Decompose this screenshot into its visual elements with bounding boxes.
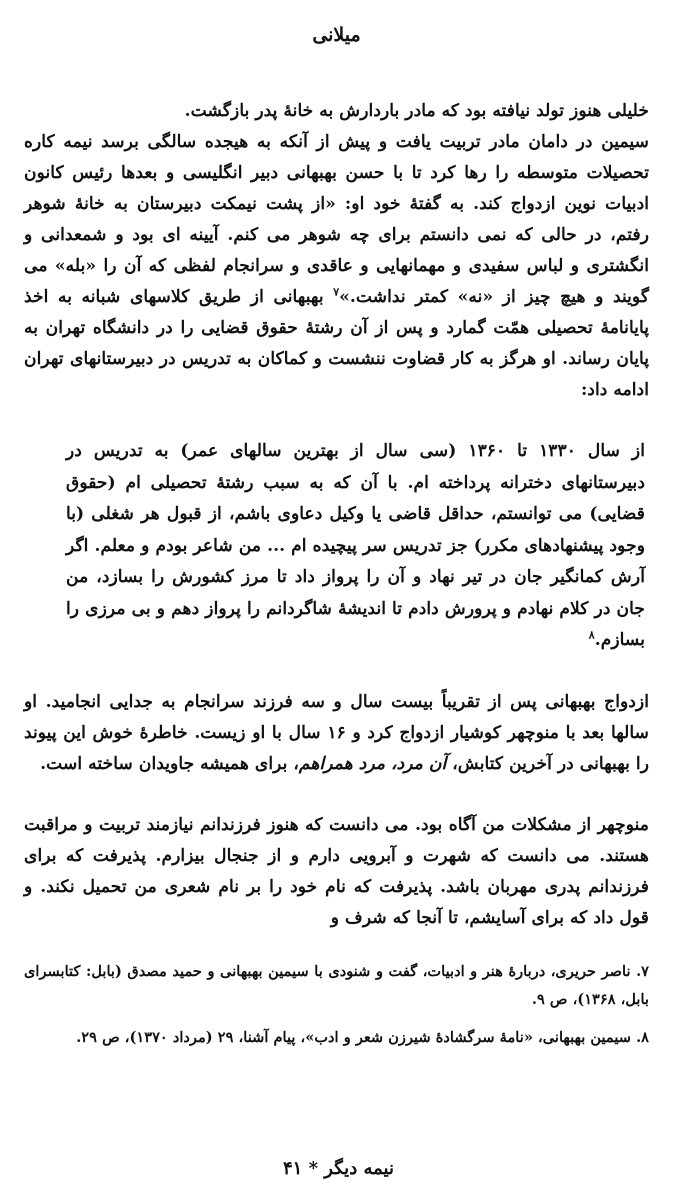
block-quote xyxy=(66,436,645,657)
block-quote-text: از سال ۱۳۳۰ تا ۱۳۶۰ (سی سال از بهترین سالهای عمر) به تدریس در دبیرستانهای دخترانه پرداخته ام. با آن که به سبب رشتهٔ تحصیلی ام (حقوق قضایی) می توانستم، حداقل قاضی یا وکیل دعاوی باشم، از قبول هر شغلی (با وجود پیشنهادهای مکرر) جز تدریس سر پیچیده ام ... من شاعر بودم و معلم. اگر آرش کمانگیر جان در تیر نهاد و آن را پرواز داد تا مرز کشورش را بسازد، من جان در کلام نهادم و پرورش دادم تا اندیشهٔ شاگردانم را پرواز دهم و بی مرزی را بسازم. xyxy=(66,441,645,650)
footnote-8: ۸. سیمین بهبهانی، «نامهٔ سرگشادهٔ شیرزن شعر و ادب»، پیام آشنا، ۲۹ (مرداد ۱۳۷۰)، ص ۲۹. xyxy=(76,1028,649,1046)
paragraph-3-text-b: ، برای همیشه جاویدان ساخته است. xyxy=(40,753,299,774)
body-paragraph-1: خلیلی هنوز تولد نیافته بود که مادر باردارش به خانهٔ پدر بازگشت. xyxy=(184,101,649,121)
body-paragraph-3 xyxy=(24,687,649,780)
body-paragraph-2 xyxy=(24,127,649,406)
paragraph-3-text-a: ازدواج بهبهانی پس از تقریباً بیست سال و سه فرزند سرانجام به جدایی انجامید. او سالها بعد با منوچهر کوشیار ازدواج کرد و ۱۶ سال با او زیست. خاطرهٔ خوش این پیوند را بهبهانی در آخرین کتابش، xyxy=(24,691,649,774)
paragraph-gap xyxy=(24,780,649,810)
footnote-ref-8: ۸ xyxy=(588,628,595,642)
footnote-7: ۷. ناصر حریری، دربارهٔ هنر و ادبیات، گفت و شنودی با سیمین بهبهانی و حمید مصدق (بابل: کتابسرای بابل، ۱۳۶۸)، ص ۹. xyxy=(24,962,649,1008)
running-head: میلانی xyxy=(312,24,361,46)
paragraph-gap xyxy=(24,657,649,687)
book-title: آن مرد، مرد همراهم xyxy=(298,753,447,774)
page-footer: نیمه دیگر * ۴۱ xyxy=(283,1158,394,1179)
footnotes xyxy=(24,958,649,1052)
body-paragraph-4: منوچهر از مشکلات من آگاه بود. می دانست که هنوز فرزندانم نیازمند تربیت و مراقبت هستند. می دانست که شهرت و آبرویی دارم و از جنجال بیزارم. پذیرفت که برای فرزندانم پدری مهربان باشد. پذیرفت که نام خود را بر نام شعری من تحمیل نکند. و قول داد که برای آسایشم، تا آنجا که شرف و xyxy=(24,814,649,928)
footnote-ref-7: ۷ xyxy=(333,285,340,299)
paragraph-2-continuation: بهبهانی از طریق کلاسهای شبانه به اخذ پایانامهٔ تحصیلی همّت گمارد و پس از آن رشتهٔ حقوق قضایی را در دانشگاه تهران به پایان رساند. او هرگز به کار قضاوت ننشست و کماکان به تدریس در دبیرستانهای تهران ادامه داد: xyxy=(24,287,649,400)
paragraph-2-text: سیمین در دامان مادر تربیت یافت و پیش از آنکه به هیجده سالگی برسد نیمه کاره تحصیلات متوسطه را رها کرد تا با حسن بهبهانی دبیر انگلیسی و بعدها رئیس کانون ادبیات نوین ازدواج کند. به گفتهٔ خود او: «از پشت نیمکت دبیرستان به خانهٔ شوهر رفتم، در حالی که نمی دانستم برای چه شوهر می کنم. آیینه ای بود و شمعدانی و انگشتری و لباس سفیدی و مهمانهایی و عاقدی و سرانجام لفظی که آن را «بله» می گویند و هیچ چیز از «نه» کمتر نداشت.» xyxy=(24,132,649,307)
